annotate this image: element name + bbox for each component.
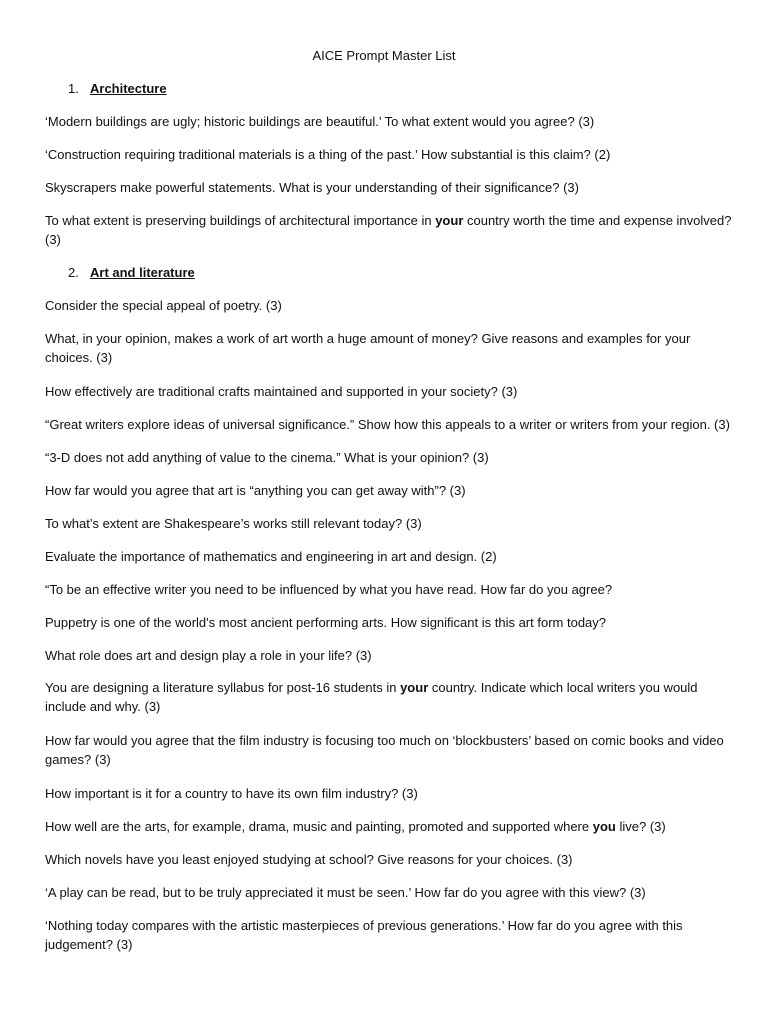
prompt-item: ‘Construction requiring traditional materials is a thing of the past.’ How substantial is this claim? (2) <box>45 147 611 162</box>
prompt-item: ‘A play can be read, but to be truly appreciated it must be seen.’ How far do you agree with this view? (3) <box>45 885 646 900</box>
prompt-item: Skyscrapers make powerful statements. What is your understanding of their significance? (3) <box>45 180 579 195</box>
prompt-item: To what extent is preserving buildings of architectural importance in your country worth the time and expense involved? (3) <box>45 213 732 247</box>
prompt-item: Consider the special appeal of poetry. (3) <box>45 298 282 313</box>
section-heading-architecture <box>68 81 167 97</box>
prompt-item: You are designing a literature syllabus for post-16 students in your country. Indicate which local writers you would include and why. (3) <box>45 680 698 714</box>
prompt-item: ‘Modern buildings are ugly; historic buildings are beautiful.’ To what extent would you agree? (3) <box>45 114 595 129</box>
prompt-item: How far would you agree that the film industry is focusing too much on ‘blockbusters’ based on comic books and video games? (3) <box>45 733 724 767</box>
prompt-item: “To be an effective writer you need to be influenced by what you have read. How far do you agree? <box>45 582 613 597</box>
prompt-item: To what’s extent are Shakespeare’s works still relevant today? (3) <box>45 516 422 531</box>
prompt-item: Which novels have you least enjoyed studying at school? Give reasons for your choices. (3) <box>45 852 573 867</box>
section-heading-art-and-literature <box>68 265 195 281</box>
page-title: AICE Prompt Master List <box>312 48 456 63</box>
prompt-item: How effectively are traditional crafts maintained and supported in your society? (3) <box>45 384 518 399</box>
prompt-item: “Great writers explore ideas of universal significance.” Show how this appeals to a writer or writers from your region. (3) <box>45 417 730 432</box>
prompt-item: “3-D does not add anything of value to the cinema.” What is your opinion? (3) <box>45 450 489 465</box>
prompt-item: How far would you agree that art is “anything you can get away with”? (3) <box>45 483 466 498</box>
section-number: 1. <box>68 81 79 96</box>
prompt-item: What role does art and design play a role in your life? (3) <box>45 648 372 663</box>
section-number: 2. <box>68 265 79 280</box>
prompt-item: How well are the arts, for example, drama, music and painting, promoted and supported where you live? (3) <box>45 819 666 834</box>
prompt-item: Puppetry is one of the world's most ancient performing arts. How significant is this art form today? <box>45 615 607 630</box>
section-title: Architecture <box>90 81 167 96</box>
prompt-item: What, in your opinion, makes a work of art worth a huge amount of money? Give reasons and examples for your choices. (3) <box>45 331 691 365</box>
section-title: Art and literature <box>90 265 195 280</box>
prompt-item: How important is it for a country to have its own film industry? (3) <box>45 786 418 801</box>
prompt-item: Evaluate the importance of mathematics and engineering in art and design. (2) <box>45 549 497 564</box>
prompt-item: ‘Nothing today compares with the artistic masterpieces of previous generations.’ How far do you agree with this judgement? (3) <box>45 918 683 952</box>
